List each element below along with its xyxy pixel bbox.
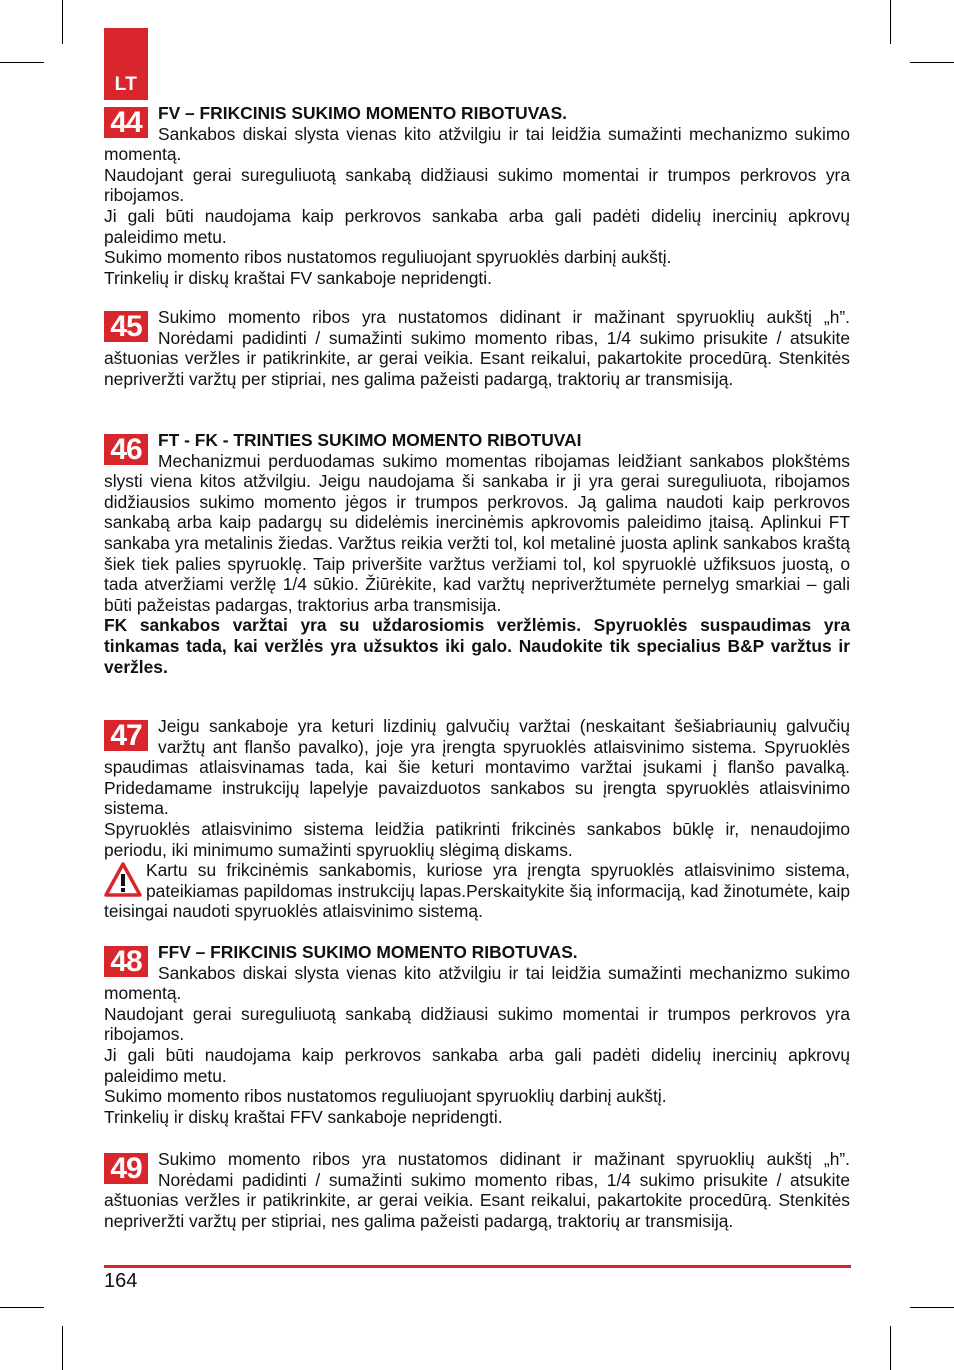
paragraph: Sukimo momento ribos yra nustatomos didinant ir mažinant spyruoklių aukštį „h”. Norėdami padidinti / sumažinti sukimo momento ribas, 1/4 sukimo prisukite / atsukite aštuonias veržles ir patikrinkite, ar gerai veikia. Esant reikalui, pakartokite procedūrą. Stenkitės nepriveržti varžtų per stipriai, nes galima pažeisti padargą, traktorių ar transmisiją. (104, 307, 850, 389)
paragraph: Sukimo momento ribos yra nustatomos didinant ir mažinant spyruoklių aukštį „h”. Norėdami padidinti / sumažinti sukimo momento ribas, 1/4 sukimo prisukite / atsukite aštuonias veržles ir patikrinkite, ar gerai veikia. Esant reikalui, pakartokite procedūrą. Stenkitės nepriveržti varžtų per stipriai, nes galima pažeisti padargą, traktorių ar transmisiją. (104, 1149, 850, 1231)
paragraph: Naudojant gerai sureguliuotą sankabą didžiausi sukimo momentai ir trumpos perkrovos yra ribojamos. (104, 1003, 850, 1045)
crop-mark (62, 1326, 63, 1370)
section-45 (104, 307, 850, 389)
crop-mark (910, 1307, 954, 1308)
language-code: LT (114, 74, 138, 95)
paragraph: Jeigu sankaboje yra keturi lizdinių galvučių varžtai (neskaitant šešiabriaunių galvučių varžtų ant flanšo pavalko), joje yra įrengta spyruoklės atlaisvinimo sistema. Spyruoklės spaudimas atlaisvinamas tada, kai šie keturi montavimo varžtai įsukami į flanšo pavalką. Pridedamame instrukcijų lapelyje pavaizduotos sankabos su įrengta spyruoklės atlaisvinimo sistema. (104, 716, 850, 819)
paragraph: Trinkelių ir diskų kraštai FFV sankaboje nepridengti. (104, 1106, 503, 1127)
crop-mark (890, 0, 891, 44)
page-number: 164 (104, 1270, 138, 1292)
paragraph: Sukimo momento ribos nustatomos reguliuojant spyruoklių darbinį aukštį. (104, 1086, 667, 1107)
crop-mark (0, 62, 44, 63)
section-title: FFV – FRIKCINIS SUKIMO MOMENTO RIBOTUVAS. (158, 942, 578, 962)
section-44 (104, 103, 850, 288)
paragraph: Mechanizmui perduodamas sukimo momentas ribojamas leidžiant sankabos plokštėms slysti viena kitos atžvilgiu. Jeigu naudojama ši sankaba ir ji yra gerai sureguliuota, ribojamos didžiausios sukimo momento jėgos ir trumpos perkrovos. Ją galima naudoti kaip perkrovos sankabą arba kaip padargų su didelėmis inercinėmis apkrovomis paleidimo įtaisą. Aplinkui FT sankaba yra metalinis žiedas. Varžtus reikia veržti tol, kol metalinė juosta aplink sankabos kraštą šiek tiek palies spyruoklę. Taip priveršite varžtus veržiami tol, kol spyruoklė užfiksuos juostą, o tada atveržiami veržlę 1/4 sūkio. Žiūrėkite, kad varžtų nepriveržtumėte pernelyg smarkiai – gali būti pažeistas padargas, traktorius arba transmisija. (104, 450, 850, 615)
paragraph: Trinkelių ir diskų kraštai FV sankaboje nepridengti. (104, 267, 492, 288)
footer-rule (104, 1265, 851, 1268)
paragraph: Spyruoklės atlaisvinimo sistema leidžia patikrinti frikcinės sankabos būklę ir, nenaudojimo periodu, iki minimumo sumažinti spyruoklių slėgimą diskams. (104, 818, 850, 860)
language-tab (104, 28, 148, 100)
warning-text: Kartu su frikcinėmis sankabomis, kuriose yra įrengta spyruoklės atlaisvinimo sistema, pateikiamas papildomas instrukcijų lapas.Perskaitykite šią informaciją, kad žinotumėte, kaip teisingai naudoti spyruoklės atlaisvinimo sistemą. (104, 860, 850, 922)
section-48 (104, 942, 850, 1127)
bold-note: FK sankabos varžtai yra su uždarosiomis veržlėmis. Spyruoklės suspaudimas yra tinkamas tada, kai veržlės yra užsuktos iki galo. Naudokite tik specialius B&P varžtus ir veržles. (104, 615, 850, 677)
crop-mark (890, 1326, 891, 1370)
section-46 (104, 430, 850, 677)
section-47 (104, 716, 850, 922)
crop-mark (910, 62, 954, 63)
crop-mark (0, 1307, 44, 1308)
paragraph: Ji gali būti naudojama kaip perkrovos sankaba arba gali padėti didelių inercinių apkrovų paleidimo metu. (104, 205, 850, 247)
warning-block (104, 860, 850, 922)
warning-icon (104, 862, 142, 898)
section-title: FV – FRIKCINIS SUKIMO MOMENTO RIBOTUVAS. (158, 103, 568, 123)
section-number-badge: 49 (104, 1153, 148, 1184)
section-number-badge: 46 (104, 434, 148, 465)
section-number-badge: 47 (104, 720, 148, 751)
paragraph: Ji gali būti naudojama kaip perkrovos sankaba arba gali padėti didelių inercinių apkrovų paleidimo metu. (104, 1044, 850, 1086)
crop-mark (62, 0, 63, 44)
section-number-badge: 45 (104, 311, 148, 342)
section-title: FT - FK - TRINTIES SUKIMO MOMENTO RIBOTUVAI (158, 430, 582, 450)
paragraph: Sankabos diskai slysta vienas kito atžvilgiu ir tai leidžia sumažinti mechanizmo sukimo momentą. (104, 962, 850, 1004)
paragraph: Naudojant gerai sureguliuotą sankabą didžiausi sukimo momentai ir trumpos perkrovos yra ribojamos. (104, 164, 850, 206)
paragraph: Sankabos diskai slysta vienas kito atžvilgiu ir tai leidžia sumažinti mechanizmo sukimo momentą. (104, 123, 850, 165)
paragraph: Sukimo momento ribos nustatomos reguliuojant spyruoklės darbinį aukštį. (104, 247, 672, 268)
section-number-badge: 44 (104, 107, 148, 138)
section-49 (104, 1149, 850, 1231)
section-number-badge: 48 (104, 946, 148, 977)
